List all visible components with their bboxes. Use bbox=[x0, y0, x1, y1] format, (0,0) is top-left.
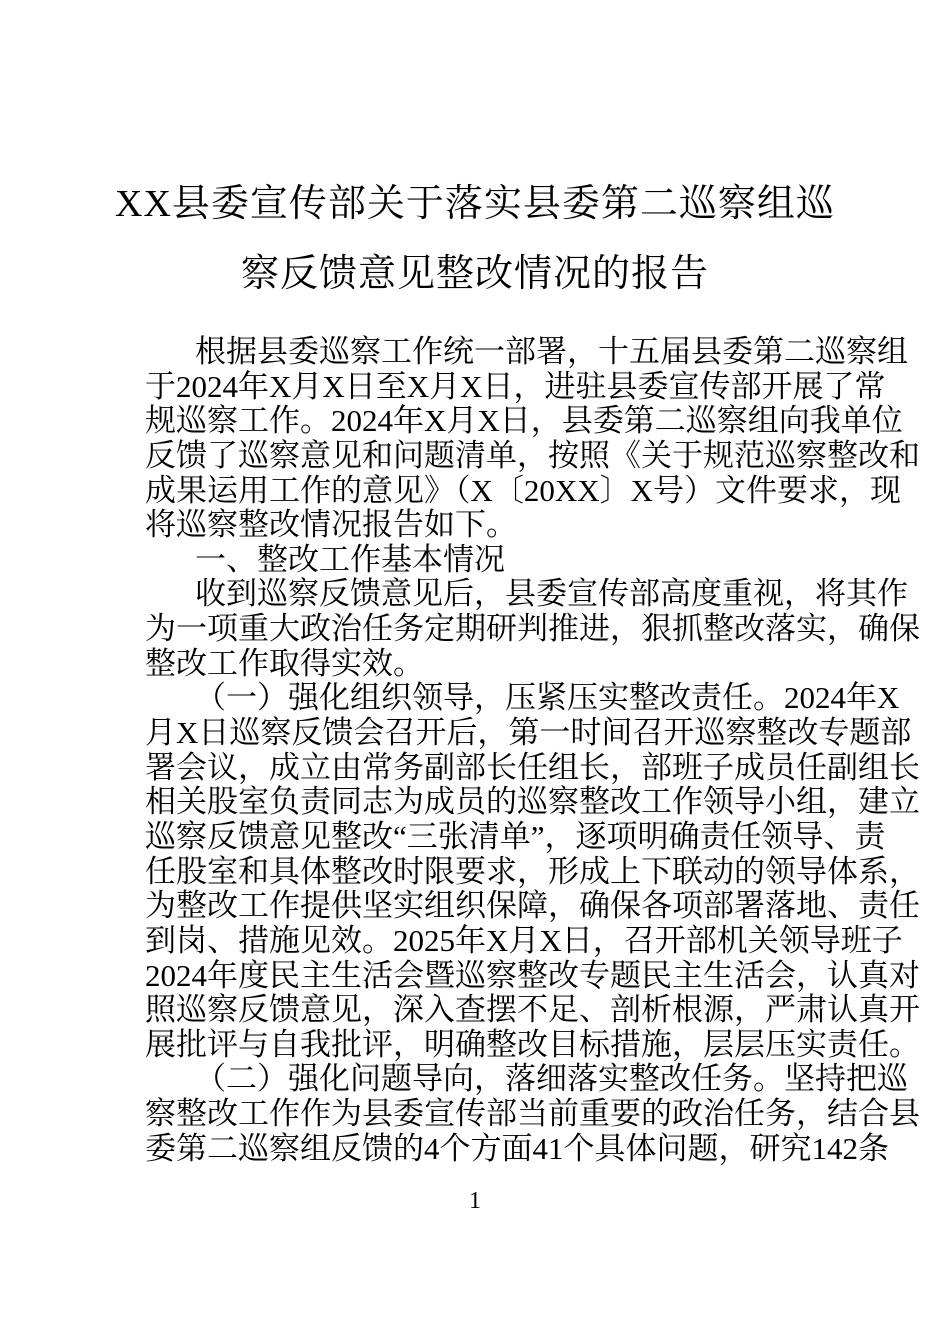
page-number: 1 bbox=[469, 1188, 481, 1214]
paragraph-line: 2024年度民主生活会暨巡察整改专题民主生活会，认真对 bbox=[145, 957, 920, 993]
paragraph-line: 察整改工作作为县委宣传部当前重要的政治任务，结合县 bbox=[145, 1096, 920, 1132]
paragraph-line: 署会议，成立由常务副部长任组长，部班子成员任副组长 bbox=[145, 749, 920, 785]
paragraph-line: 巡察反馈意见整改“三张清单”，逐项明确责任领导、责 bbox=[145, 818, 886, 854]
paragraph-line: （二）强化问题导向，落细落实整改任务。坚持把巡 bbox=[195, 1061, 908, 1097]
paragraph-line: （一）强化组织领导，压紧压实整改责任。2024年X bbox=[195, 680, 900, 716]
paragraph-line: 将巡察整改情况报告如下。 bbox=[145, 507, 517, 543]
paragraph-line: 成果运用工作的意见》（X〔20XX〕X号）文件要求，现 bbox=[145, 472, 902, 508]
paragraph-line: 月X日巡察反馈会召开后，第一时间召开巡察整改专题部 bbox=[145, 715, 912, 751]
paragraph-line: 照巡察反馈意见，深入查摆不足、剖析根源，严肃认真开 bbox=[145, 992, 920, 1028]
paragraph-line: 收到巡察反馈意见后，县委宣传部高度重视，将其作 bbox=[195, 576, 908, 612]
paragraph-line: 为一项重大政治任务定期研判推进，狠抓整改落实，确保 bbox=[145, 611, 920, 647]
paragraph-line: 委第二巡察组反馈的4个方面41个具体问题，研究142条 bbox=[145, 1130, 889, 1166]
document-title-line-1: XX县委宣传部关于落实县委第二巡察组巡 bbox=[115, 183, 835, 225]
paragraph-line: 整改工作取得实效。 bbox=[145, 645, 424, 681]
paragraph-line: 根据县委巡察工作统一部署，十五届县委第二巡察组 bbox=[195, 334, 908, 369]
paragraph-line: 相关股室负责同志为成员的巡察整改工作领导小组，建立 bbox=[145, 784, 920, 820]
paragraph-line: 规巡察工作。2024年X月X日，县委第二巡察组向我单位 bbox=[145, 403, 903, 439]
paragraph-line: 展批评与自我批评，明确整改目标措施，层层压实责任。 bbox=[145, 1026, 920, 1062]
paragraph-line: 反馈了巡察意见和问题清单，按照《关于规范巡察整改和 bbox=[145, 437, 920, 473]
paragraph-line: 于2024年X月X日至X月X日，进驻县委宣传部开展了常 bbox=[145, 368, 886, 404]
paragraph-line: 为整改工作提供坚实组织保障，确保各项部署落地、责任 bbox=[145, 888, 920, 924]
document-title-line-2: 察反馈意见整改情况的报告 bbox=[240, 253, 709, 295]
paragraph-line: 一、整改工作基本情况 bbox=[195, 541, 505, 577]
paragraph-line: 到岗、措施见效。2025年X月X日，召开部机关领导班子 bbox=[145, 922, 903, 958]
document-body bbox=[145, 334, 920, 1166]
paragraph-line: 任股室和具体整改时限要求，形成上下联动的领导体系， bbox=[145, 853, 920, 889]
